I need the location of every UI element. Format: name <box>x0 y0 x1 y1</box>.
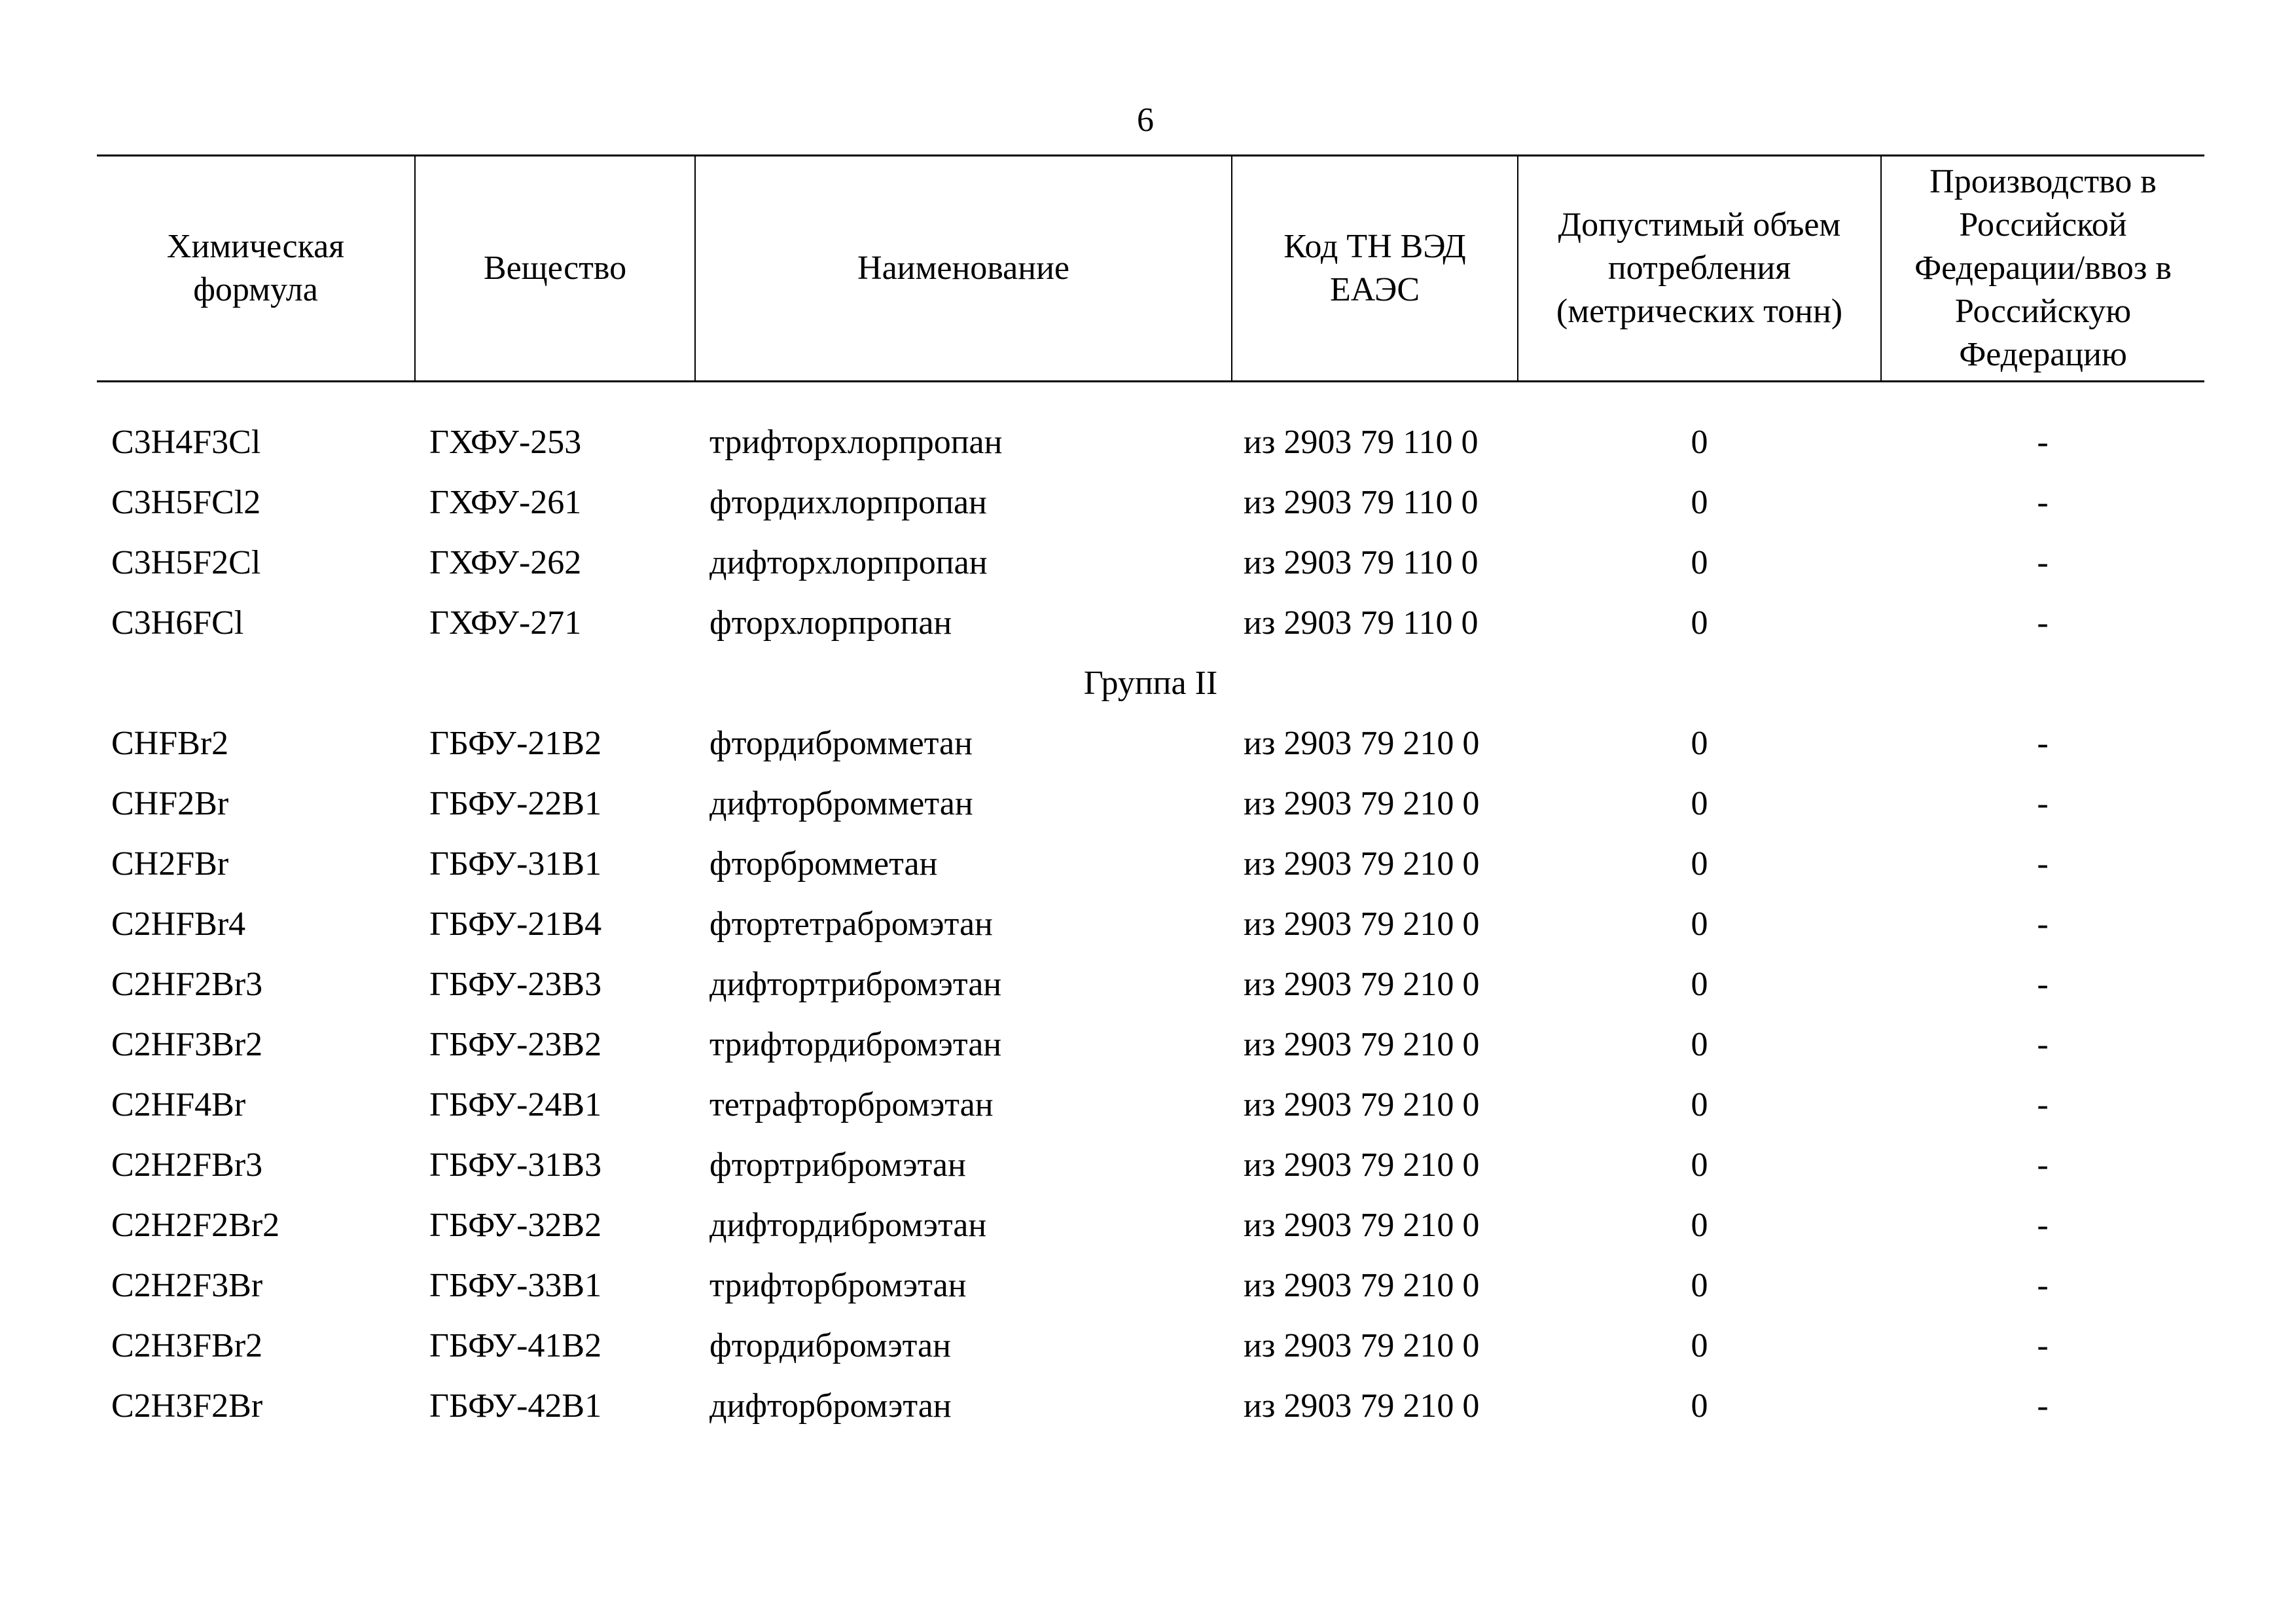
cell-code: из 2903 79 210 0 <box>1244 1387 1480 1425</box>
cell-volume: 0 <box>1691 785 1708 822</box>
cell-production: - <box>2037 966 2049 1003</box>
table-row <box>97 1376 2204 1436</box>
cell-substance: ГХФУ-261 <box>429 484 582 521</box>
cell-volume: 0 <box>1691 966 1708 1003</box>
table-row <box>97 1075 2204 1135</box>
cell-volume: 0 <box>1691 484 1708 521</box>
table-row <box>97 894 2204 955</box>
group-row <box>97 653 2204 714</box>
header-spacer <box>97 382 2204 413</box>
cell-formula: C3H5FCl2 <box>111 484 261 521</box>
cell-formula: CH2FBr <box>111 845 229 883</box>
table-row <box>97 593 2204 653</box>
header-code: Код ТН ВЭД ЕАЭС <box>1232 156 1518 382</box>
cell-formula: C2HF3Br2 <box>111 1026 263 1063</box>
cell-substance: ГБФУ-31B3 <box>429 1146 602 1184</box>
table-row <box>97 714 2204 774</box>
cell-substance: ГБФУ-42B1 <box>429 1387 602 1425</box>
cell-formula: C2H3FBr2 <box>111 1327 263 1364</box>
cell-name: трифторбромэтан <box>709 1267 967 1304</box>
header-substance: Вещество <box>415 156 695 382</box>
cell-code: из 2903 79 210 0 <box>1244 905 1480 943</box>
cell-production: - <box>2037 1207 2049 1244</box>
cell-formula: C2H2FBr3 <box>111 1146 263 1184</box>
cell-formula: C2HFBr4 <box>111 905 246 943</box>
cell-code: из 2903 79 210 0 <box>1244 725 1480 762</box>
cell-name: дифтортрибромэтан <box>709 966 1002 1003</box>
cell-name: фтордихлорпропан <box>709 484 987 521</box>
cell-production: - <box>2037 1026 2049 1063</box>
cell-code: из 2903 79 110 0 <box>1244 604 1479 642</box>
cell-volume: 0 <box>1691 1387 1708 1425</box>
cell-code: из 2903 79 210 0 <box>1244 966 1480 1003</box>
cell-name: трифторхлорпропан <box>709 424 1003 461</box>
cell-production: - <box>2037 1387 2049 1425</box>
cell-substance: ГБФУ-31B1 <box>429 845 602 883</box>
cell-substance: ГБФУ-32B2 <box>429 1207 602 1244</box>
cell-substance: ГХФУ-253 <box>429 424 582 461</box>
cell-substance: ГХФУ-262 <box>429 544 582 581</box>
cell-name: фторбромметан <box>709 845 938 883</box>
header-production: Производство в Российской Федерации/ввоз в Российскую Федерацию <box>1881 156 2204 382</box>
substances-table-container <box>97 155 2204 1436</box>
cell-formula: C3H4F3Cl <box>111 424 261 461</box>
header-formula: Химическая формула <box>97 156 415 382</box>
cell-volume: 0 <box>1691 905 1708 943</box>
cell-code: из 2903 79 210 0 <box>1244 1026 1480 1063</box>
group-label: Группа II <box>1083 665 1218 702</box>
cell-code: из 2903 79 210 0 <box>1244 1207 1480 1244</box>
cell-substance: ГБФУ-23B3 <box>429 966 602 1003</box>
cell-production: - <box>2037 1146 2049 1184</box>
cell-production: - <box>2037 424 2049 461</box>
cell-volume: 0 <box>1691 604 1708 642</box>
cell-formula: CHFBr2 <box>111 725 229 762</box>
cell-substance: ГБФУ-24B1 <box>429 1086 602 1123</box>
table-row <box>97 1015 2204 1075</box>
cell-production: - <box>2037 845 2049 883</box>
cell-name: дифторбромэтан <box>709 1387 952 1425</box>
cell-production: - <box>2037 484 2049 521</box>
table-row <box>97 955 2204 1015</box>
cell-code: из 2903 79 210 0 <box>1244 845 1480 883</box>
cell-code: из 2903 79 210 0 <box>1244 1086 1480 1123</box>
cell-production: - <box>2037 544 2049 581</box>
cell-name: дифторхлорпропан <box>709 544 988 581</box>
table-row <box>97 1316 2204 1376</box>
cell-code: из 2903 79 210 0 <box>1244 785 1480 822</box>
cell-code: из 2903 79 110 0 <box>1244 484 1479 521</box>
cell-substance: ГХФУ-271 <box>429 604 582 642</box>
cell-name: фтордибромэтан <box>709 1327 951 1364</box>
table-row <box>97 1256 2204 1316</box>
substances-table <box>97 155 2204 1436</box>
table-row <box>97 473 2204 533</box>
header-volume: Допустимый объем потребления (метрических тонн) <box>1518 156 1881 382</box>
cell-volume: 0 <box>1691 725 1708 762</box>
cell-formula: C2H2F3Br <box>111 1267 263 1304</box>
cell-name: фтортетрабромэтан <box>709 905 993 943</box>
cell-volume: 0 <box>1691 1086 1708 1123</box>
cell-volume: 0 <box>1691 1146 1708 1184</box>
table-body <box>97 382 2204 1437</box>
cell-production: - <box>2037 1267 2049 1304</box>
cell-name: дифторбромметан <box>709 785 973 822</box>
cell-name: тетрафторбромэтан <box>709 1086 994 1123</box>
cell-formula: CHF2Br <box>111 785 229 822</box>
cell-code: из 2903 79 110 0 <box>1244 424 1479 461</box>
cell-substance: ГБФУ-21B2 <box>429 725 602 762</box>
cell-volume: 0 <box>1691 424 1708 461</box>
cell-production: - <box>2037 1086 2049 1123</box>
table-row <box>97 774 2204 834</box>
table-row <box>97 1135 2204 1195</box>
table-row <box>97 1195 2204 1256</box>
cell-volume: 0 <box>1691 1267 1708 1304</box>
header-name: Наименование <box>695 156 1232 382</box>
cell-formula: C3H6FCl <box>111 604 244 642</box>
cell-formula: C3H5F2Cl <box>111 544 261 581</box>
cell-formula: C2HF2Br3 <box>111 966 263 1003</box>
cell-volume: 0 <box>1691 544 1708 581</box>
page-number: 6 <box>1137 101 1154 139</box>
cell-formula: C2H2F2Br2 <box>111 1207 280 1244</box>
cell-volume: 0 <box>1691 845 1708 883</box>
cell-volume: 0 <box>1691 1207 1708 1244</box>
cell-substance: ГБФУ-22B1 <box>429 785 602 822</box>
cell-production: - <box>2037 1327 2049 1364</box>
cell-name: фтортрибромэтан <box>709 1146 966 1184</box>
cell-production: - <box>2037 785 2049 822</box>
cell-code: из 2903 79 210 0 <box>1244 1327 1480 1364</box>
cell-substance: ГБФУ-33B1 <box>429 1267 602 1304</box>
table-row <box>97 533 2204 593</box>
cell-volume: 0 <box>1691 1327 1708 1364</box>
cell-name: фтордибромметан <box>709 725 973 762</box>
cell-formula: C2HF4Br <box>111 1086 246 1123</box>
cell-code: из 2903 79 210 0 <box>1244 1267 1480 1304</box>
cell-production: - <box>2037 604 2049 642</box>
cell-code: из 2903 79 210 0 <box>1244 1146 1480 1184</box>
cell-name: дифтордибромэтан <box>709 1207 987 1244</box>
table-row <box>97 412 2204 473</box>
cell-substance: ГБФУ-23B2 <box>429 1026 602 1063</box>
cell-substance: ГБФУ-21B4 <box>429 905 602 943</box>
cell-production: - <box>2037 725 2049 762</box>
table-row <box>97 834 2204 894</box>
cell-production: - <box>2037 905 2049 943</box>
cell-name: фторхлорпропан <box>709 604 952 642</box>
header-row <box>97 156 2204 382</box>
table-header <box>97 156 2204 382</box>
cell-name: трифтордибромэтан <box>709 1026 1002 1063</box>
cell-volume: 0 <box>1691 1026 1708 1063</box>
cell-code: из 2903 79 110 0 <box>1244 544 1479 581</box>
cell-substance: ГБФУ-41B2 <box>429 1327 602 1364</box>
cell-formula: C2H3F2Br <box>111 1387 263 1425</box>
